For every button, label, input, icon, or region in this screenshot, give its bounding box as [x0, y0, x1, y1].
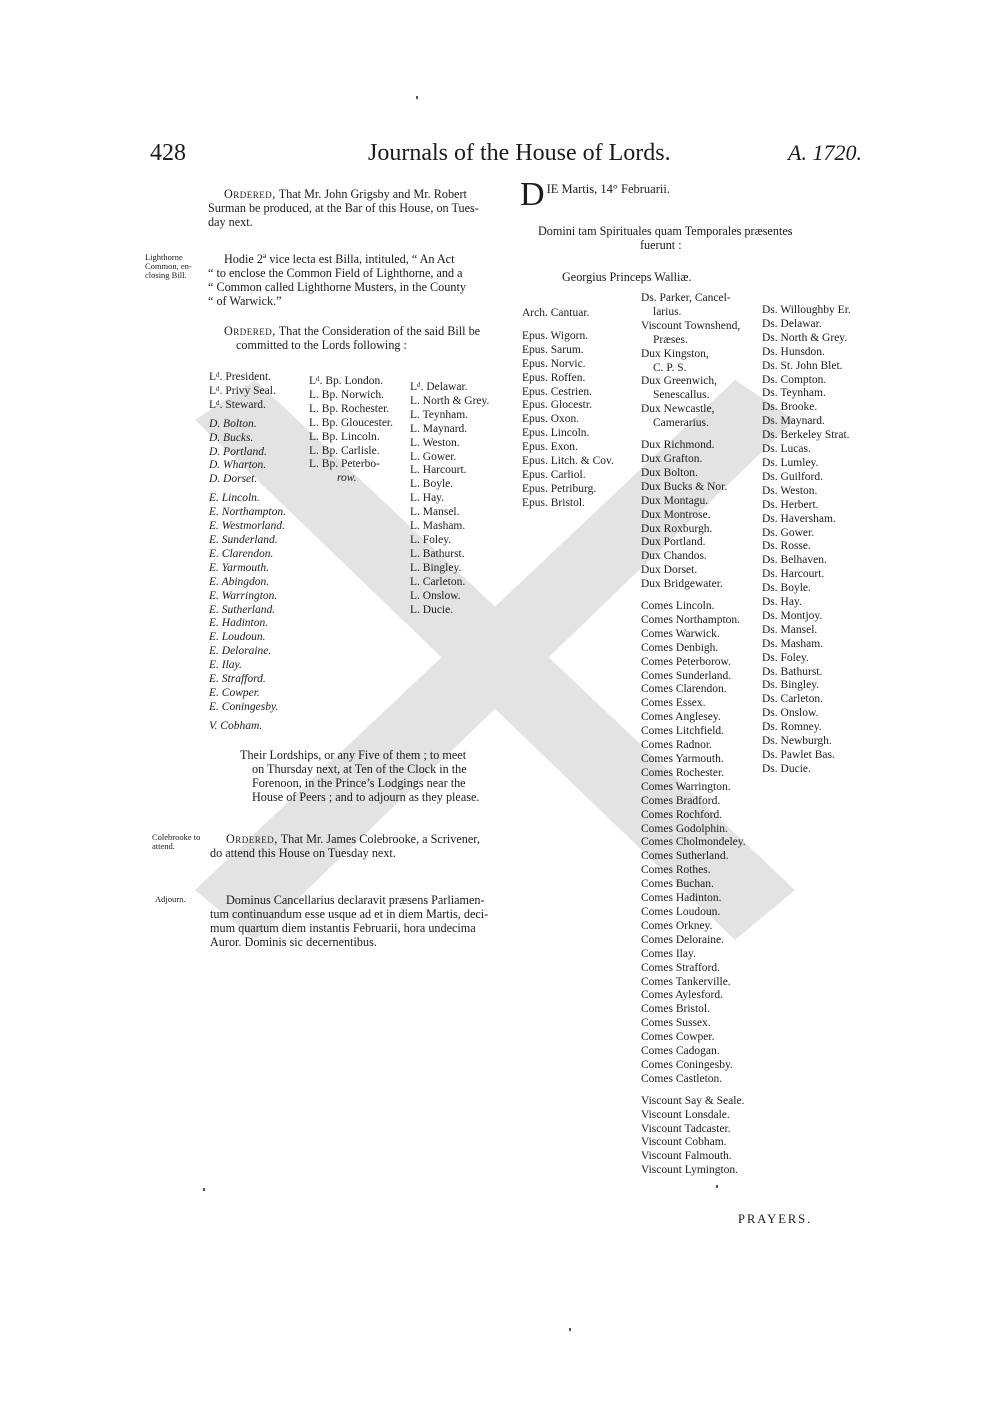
attendee: Ds. Carleton.: [762, 693, 824, 706]
lord-entry: L. Masham.: [410, 520, 466, 533]
paragraph-line: on Thursday next, at Ten of the Clock in the: [252, 762, 467, 776]
lord-entry: E. Northampton.: [209, 506, 286, 519]
attendee: Epus. Wigorn.: [522, 329, 589, 342]
lord-entry: E. Sutherland.: [209, 603, 276, 616]
die-heading: [520, 176, 850, 213]
ordered-lead: Ordered,: [224, 324, 276, 338]
margin-note-colebrooke: [152, 833, 212, 851]
ordered-grigsby: [208, 187, 508, 229]
die-text: IE Martis, 14° Februarii.: [546, 182, 670, 196]
lord-entry: Lᵈ. Privy Seal.: [209, 384, 276, 397]
attendee: Comes Sunderland.: [641, 669, 732, 682]
lord-entry: E. Clarendon.: [209, 547, 274, 560]
attendee: Comes Litchfield.: [641, 725, 725, 738]
attendee: Comes Bradford.: [641, 794, 721, 807]
margin-line: attend.: [152, 841, 175, 851]
lord-entry: L. Foley.: [410, 533, 452, 546]
attendee: Ds. Gower.: [762, 526, 815, 539]
adjourn-paragraph: [210, 893, 520, 949]
attendee: Comes Cadogan.: [641, 1045, 720, 1058]
lord-entry: L. Weston.: [410, 436, 460, 449]
paragraph-line: do attend this House on Tuesday next.: [210, 846, 396, 860]
lord-entry: L. Harcourt.: [410, 464, 467, 477]
meeting-paragraph: [240, 748, 520, 804]
lord-entry: Lᵈ. Steward.: [209, 398, 266, 411]
attendee: Comes Rothes.: [641, 864, 711, 877]
lords-column-2: [309, 375, 411, 486]
paragraph-line: mum quartum diem instantis Februarii, hora undecima: [210, 921, 476, 935]
drop-cap: D: [520, 176, 545, 213]
attendee: Ds. Romney.: [762, 721, 822, 734]
lord-entry: E. Yarmouth.: [209, 561, 269, 574]
attendee: Dux Bucks & Nor.: [641, 480, 728, 493]
attendee: Dux Greenwich,: [641, 375, 718, 388]
lord-entry: L. Bp. Lincoln.: [309, 430, 380, 443]
attendee: Comes Hadinton.: [641, 892, 722, 905]
attendee: Comes Deloraine.: [641, 933, 725, 946]
attendance-column-b: [641, 292, 763, 1178]
paragraph-line: Domini tam Spirituales quam Temporales præsentes: [538, 224, 793, 238]
attendee: Ds. Masham.: [762, 637, 824, 650]
attendee: Comes Godolphin.: [641, 822, 728, 835]
attendee: Ds. Guilford.: [762, 470, 824, 483]
lord-entry: D. Dorset.: [209, 473, 258, 486]
attendee: Comes Tankerville.: [641, 975, 731, 988]
paragraph-line: That Mr. James Colebrooke, a Scrivener,: [280, 832, 480, 846]
attendee: Ds. Weston.: [762, 484, 818, 497]
lord-entry: L. Bp. Norwich.: [309, 388, 385, 401]
attendee: Comes Ilay.: [641, 947, 696, 960]
speck: [416, 96, 418, 99]
attendee: Epus. Carliol.: [522, 468, 586, 481]
lord-entry: L. Bp. Peterbo-: [309, 458, 380, 471]
lord-entry: L. Bp. Carlisle.: [309, 444, 380, 457]
attendee: Ds. Montjoy.: [762, 609, 823, 622]
paragraph-line: Dominus Cancellarius declaravit præsens Parliamen-: [226, 893, 485, 907]
attendee: larius.: [653, 305, 682, 318]
lords-column-3: [410, 381, 510, 617]
lord-entry: V. Cobham.: [209, 719, 263, 732]
attendee: Comes Essex.: [641, 697, 706, 710]
lord-entry: L. North & Grey.: [410, 394, 490, 407]
attendee: Ds. Berkeley Strat.: [762, 429, 850, 442]
attendee: Comes Anglesey.: [641, 711, 721, 724]
attendee: Dux Montagu.: [641, 494, 709, 507]
attendee: Ds. Compton.: [762, 373, 827, 386]
lord-entry: E. Loudoun.: [209, 631, 266, 644]
attendee: Comes Castleton.: [641, 1072, 723, 1085]
attendee: Epus. Litch. & Cov.: [522, 455, 614, 468]
ordered-consideration: [208, 324, 513, 352]
attendee: Comes Sussex.: [641, 1017, 711, 1030]
attendee: Camerarius.: [653, 417, 709, 430]
lord-entry: D. Portland.: [209, 445, 267, 458]
paragraph-line: “ Common called Lighthorne Musters, in the County: [208, 280, 466, 294]
attendee: Ds. Delawar.: [762, 317, 822, 330]
attendee: Præses.: [653, 333, 688, 346]
margin-note-lighthorne: [145, 253, 207, 280]
attendee: Comes Orkney.: [641, 919, 713, 932]
attendee: Epus. Bristol.: [522, 496, 585, 509]
ordered-lead: Ordered,: [226, 832, 278, 846]
attendee: Ds. Herbert.: [762, 498, 819, 511]
speck: [569, 1328, 571, 1331]
lord-entry: L. Onslow.: [410, 589, 461, 602]
lord-entry: E. Cowper.: [209, 686, 260, 699]
attendee: Comes Warwick.: [641, 627, 720, 640]
paragraph-line: Hodie 2ª vice lecta est Billa, intituled, “ An Act: [224, 252, 455, 266]
attendee: Ds. Lumley.: [762, 456, 819, 469]
attendee: Comes Lincoln.: [641, 600, 715, 613]
attendee: Comes Cholmondeley.: [641, 836, 746, 849]
attendee: Arch. Cantuar.: [522, 307, 590, 319]
lord-entry: E. Abingdon.: [209, 575, 270, 588]
lord-entry: E. Coningesby.: [209, 700, 279, 713]
lord-entry: L. Bp. Rochester.: [309, 402, 390, 415]
attendee: Ds. Boyle.: [762, 582, 811, 595]
attendee: Dux Chandos.: [641, 550, 707, 563]
attendee: Ds. Rosse.: [762, 540, 811, 553]
attendee: Comes Strafford.: [641, 961, 721, 974]
attendee: Dux Portland.: [641, 536, 706, 549]
attendee: Epus. Petriburg.: [522, 482, 597, 495]
catchword: PRAYERS.: [738, 1212, 813, 1226]
lord-entry: E. Warrington.: [209, 589, 278, 602]
paragraph-line: day next.: [208, 215, 253, 229]
lord-entry: Lᵈ. President.: [209, 371, 272, 383]
ordered-lead: Ordered,: [224, 187, 276, 201]
attendee: Epus. Roffen.: [522, 371, 586, 384]
lord-entry: E. Westmorland.: [209, 520, 285, 533]
attendee: Ds. Bingley.: [762, 679, 820, 692]
attendee: Dux Bridgewater.: [641, 578, 723, 591]
attendee: Senescallus.: [653, 389, 710, 402]
lord-entry: E. Hadinton.: [209, 617, 269, 630]
attendee: Epus. Cestrien.: [522, 385, 592, 398]
attendee: Epus. Oxon.: [522, 413, 580, 426]
attendee: Comes Coningesby.: [641, 1058, 733, 1071]
speck: [203, 1188, 205, 1191]
paragraph-line: Their Lordships, or any Five of them ; to meet: [240, 748, 467, 762]
lord-entry: D. Wharton.: [209, 459, 267, 472]
lord-entry: L. Maynard.: [410, 422, 468, 435]
lord-entry: L. Carleton.: [410, 575, 466, 588]
lord-entry: L. Hay.: [410, 492, 445, 505]
lord-entry: D. Bolton.: [209, 417, 257, 430]
paragraph-line: “ of Warwick.”: [208, 294, 282, 308]
page-title: Journals of the House of Lords.: [368, 140, 671, 166]
paragraph-line: fuerunt :: [640, 238, 682, 252]
attendee: Comes Peterborow.: [641, 655, 731, 668]
attendee: Ds. Foley.: [762, 651, 809, 664]
attendee: Viscount Lonsdale.: [641, 1108, 730, 1121]
paragraph-line: tum continuandum esse usque ad et in diem Martis, deci-: [210, 907, 489, 921]
attendee: Dux Dorset.: [641, 564, 698, 577]
paragraph-line: Auror. Dominis sic decernentibus.: [210, 935, 377, 949]
paragraph-line: That Mr. John Grigsby and Mr. Robert: [278, 187, 467, 201]
attendee: Ds. North & Grey.: [762, 331, 848, 344]
attendee: Ds. St. John Blet.: [762, 359, 843, 372]
attendee: Dux Newcastle,: [641, 403, 715, 416]
attendee: Comes Bristol.: [641, 1003, 711, 1016]
attendee: Comes Warrington.: [641, 780, 731, 793]
paragraph-line: That the Consideration of the said Bill be: [278, 324, 481, 338]
lord-entry: Lᵈ. Delawar.: [410, 381, 468, 393]
attendee: Ds. Lucas.: [762, 443, 811, 456]
attendee: Comes Yarmouth.: [641, 753, 724, 765]
attendee: Ds. Belhaven.: [762, 554, 827, 567]
attendee: Comes Aylesford.: [641, 989, 723, 1002]
lord-entry: D. Bucks.: [209, 431, 254, 444]
lord-entry: E. Sunderland.: [209, 533, 278, 546]
attendee: Epus. Lincoln.: [522, 427, 590, 440]
margin-note-adjourn: Adjourn.: [155, 894, 186, 904]
lord-entry: L. Bathurst.: [410, 547, 465, 560]
domini-paragraph: [538, 224, 838, 252]
lord-entry: E. Strafford.: [209, 673, 266, 686]
speck: [716, 1185, 718, 1188]
attendee: Dux Kingston,: [641, 347, 709, 360]
attendee: Ds. Bathurst.: [762, 665, 823, 678]
paragraph-line: House of Peers ; and to adjourn as they please.: [252, 790, 480, 804]
attendee: Ds. Hunsdon.: [762, 345, 825, 358]
attendee: Dux Bolton.: [641, 466, 698, 479]
attendee: Ds. Teynham.: [762, 387, 826, 400]
margin-line: closing Bill.: [145, 270, 187, 280]
attendee: Epus. Glocestr.: [522, 399, 592, 412]
attendance-column-a: [522, 307, 642, 511]
attendee: Comes Loudoun.: [641, 905, 721, 918]
lord-entry: L. Mansel.: [410, 506, 460, 519]
page-year: A. 1720.: [788, 140, 862, 165]
lords-column-1: [209, 371, 309, 734]
attendee: Ds. Mansel.: [762, 623, 818, 636]
lord-entry: L. Gower.: [410, 450, 457, 463]
lord-entry: L. Bp. Gloucester.: [309, 416, 393, 429]
paragraph-line: “ to enclose the Common Field of Lighthorne, and a: [208, 266, 463, 280]
attendee: Comes Cowper.: [641, 1031, 715, 1044]
attendee: Comes Clarendon.: [641, 683, 727, 696]
attendee: Ds. Harcourt.: [762, 568, 825, 581]
attendee: Viscount Falmouth.: [641, 1150, 732, 1163]
georgius-line: Georgius Princeps Walliæ.: [562, 270, 692, 284]
lord-entry: E. Deloraine.: [209, 645, 272, 658]
attendee: Comes Denbigh.: [641, 641, 719, 654]
attendee: Comes Buchan.: [641, 878, 714, 891]
paragraph-line: committed to the Lords following :: [236, 338, 407, 352]
attendee: Ds. Brooke.: [762, 401, 818, 414]
lord-entry: Lᵈ. Bp. London.: [309, 375, 384, 387]
attendee: Dux Grafton.: [641, 452, 703, 465]
margin-line: Common, en-: [145, 261, 192, 271]
attendee: Ds. Onslow.: [762, 707, 819, 720]
lord-entry: row.: [337, 472, 357, 485]
colebrooke-paragraph: [210, 832, 515, 860]
lord-entry: E. Lincoln.: [209, 492, 260, 505]
attendee: Comes Rochford.: [641, 808, 723, 821]
lord-entry: L. Ducie.: [410, 603, 454, 616]
attendee: Epus. Exon.: [522, 441, 578, 454]
attendee: Ds. Ducie.: [762, 762, 811, 775]
lord-entry: E. Ilay.: [209, 659, 242, 672]
attendee: Comes Rochester.: [641, 766, 725, 779]
lord-entry: L. Teynham.: [410, 408, 469, 421]
attendee: Comes Sutherland.: [641, 850, 729, 863]
attendee: Dux Richmond.: [641, 439, 715, 452]
lord-entry: L. Bingley.: [410, 561, 462, 574]
attendance-column-c: [762, 304, 877, 777]
attendee: Ds. Willoughby Er.: [762, 304, 851, 316]
attendee: Viscount Say & Seale.: [641, 1094, 745, 1107]
paragraph-line: Surman be produced, at the Bar of this House, on Tues-: [208, 201, 479, 215]
attendee: Ds. Pawlet Bas.: [762, 749, 835, 761]
attendee: Ds. Hay.: [762, 596, 802, 609]
margin-line: Lighthorne: [145, 252, 183, 262]
attendee: Dux Roxburgh.: [641, 522, 713, 535]
attendee: Dux Montrose.: [641, 508, 711, 521]
attendee: Ds. Newburgh.: [762, 735, 832, 748]
attendee: Viscount Lymington.: [641, 1164, 739, 1177]
page-number: 428: [150, 140, 186, 166]
attendee: C. P. S.: [653, 361, 687, 374]
attendee: Viscount Tadcaster.: [641, 1122, 731, 1135]
attendee: Comes Radnor.: [641, 739, 712, 752]
attendee: Comes Northampton.: [641, 613, 741, 626]
lord-entry: L. Boyle.: [410, 478, 454, 491]
margin-line: Colebrooke to: [152, 832, 201, 842]
attendee: Ds. Maynard.: [762, 415, 825, 428]
attendee: Viscount Cobham.: [641, 1136, 727, 1149]
attendee: Ds. Haversham.: [762, 512, 836, 525]
attendee: Epus. Sarum.: [522, 343, 584, 356]
attendee: Viscount Townshend,: [641, 319, 741, 332]
paragraph-line: Forenoon, in the Prince’s Lodgings near the: [252, 776, 466, 790]
attendee: Ds. Parker, Cancel-: [641, 292, 731, 304]
lighthorne-paragraph: [208, 252, 513, 308]
attendee: Epus. Norvic.: [522, 357, 586, 370]
